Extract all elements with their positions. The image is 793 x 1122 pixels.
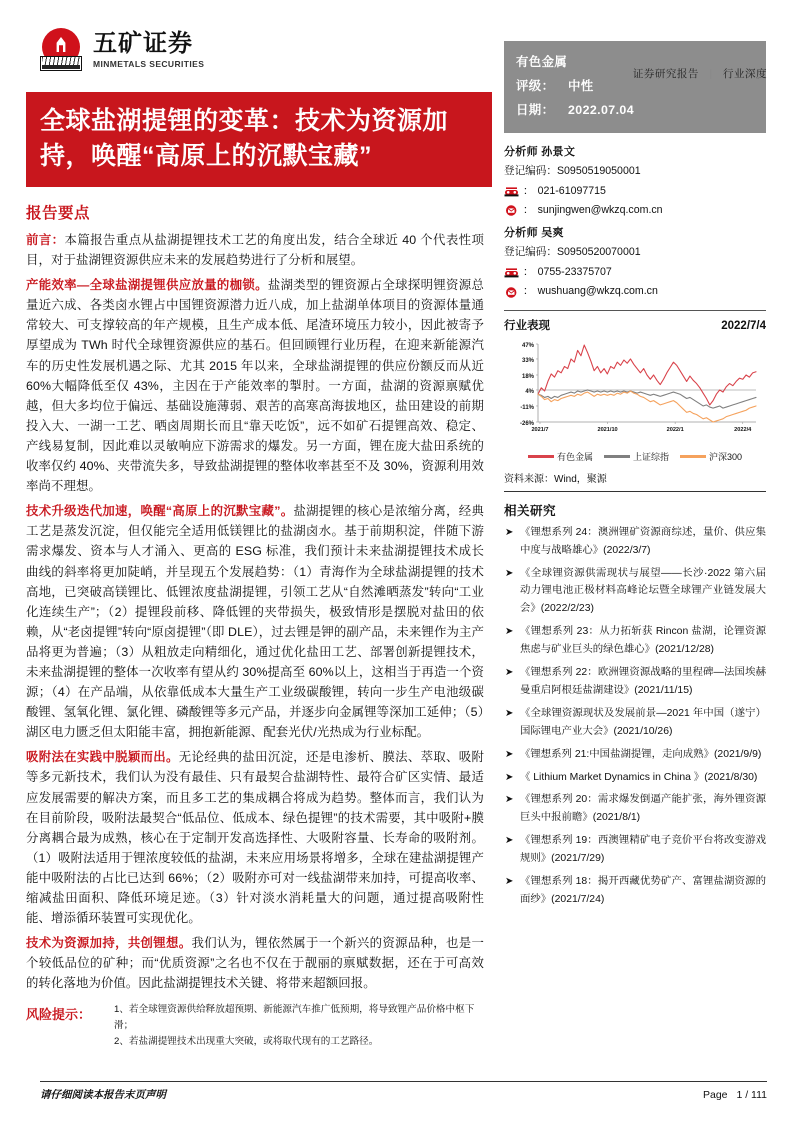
divider: [504, 310, 766, 311]
risk-disclosure: [26, 1002, 484, 1049]
date-value: 2022.07.04: [568, 103, 635, 118]
paragraph-adsorption-method: [26, 747, 484, 928]
related-item-text: 《 Lithium Market Dynamics in China 》(2021/8/30): [520, 771, 758, 783]
paragraph-body: 我们认为，锂依然属于一个新兴的资源品种，也是一个较低品位的矿种；而“优质资源”之名也不仅在于靓丽的禀赋数据，还在于可高效的转化落地为价值。因此盐湖提锂技术关键、将带来超额回报。: [26, 936, 484, 991]
analyst-phone-row: [504, 182, 766, 202]
list-item[interactable]: [504, 791, 766, 827]
brand-name-cn: 五矿证券: [93, 29, 193, 57]
sidebar: [504, 41, 766, 914]
chart-canvas: [504, 336, 762, 444]
list-item[interactable]: [504, 664, 766, 700]
paragraph-lead: 技术升级迭代加速，唤醒“高原上的沉默宝藏”。: [26, 504, 294, 519]
analyst-license: 登记编码：S0950519050001: [504, 164, 641, 177]
legend-label: 上证综指: [632, 451, 669, 462]
paragraph-body: 无论经典的盐田沉淀，还是电渗析、膜法、萃取、吸附等多元新技术，我们认为没有最佳、只有最契合盐湖特性、最符合矿区实情、最适应发展需要的解决方案，而且多工艺的集成耦合将成为趋势。整体而言，我们认为在目前阶段，吸附法最契合“低品位、低成本、绿色提锂”的技术需要，其中吸附+膜分离耦合最为成熟，核心在于定制开发高选择性、大吸附容量、长寿命的吸附剂。（1）吸附法适用于锂浓度较低的盐湖，未来应用场景将增多，全球在建盐湖提锂产能中吸附法的占比已达到 66%；（2）吸附亦可对一线盐湖带来加持，可提高收率、缩减盐田面积、降低环境足迹。（3）针对淡水消耗量大的问题，通过提高吸附性能、增添循环装置可实现优化。: [26, 750, 484, 926]
main-content: [26, 201, 492, 1050]
chevron-right-icon: ➤: [505, 526, 514, 538]
legend-swatch-1: [604, 455, 630, 458]
page-value: 1 / 111: [736, 1088, 767, 1101]
brand-name-en: MINMETALS SECURITIES: [93, 58, 205, 69]
list-item[interactable]: [504, 623, 766, 659]
analyst-email[interactable]: wushuang@wkzq.com.cn: [537, 285, 658, 298]
chevron-right-icon: ➤: [505, 748, 514, 760]
related-item-text: 《锂想系列 19：西澳锂精矿电子竞价平台将改变游戏规则》(2021/7/29): [520, 835, 766, 865]
legend-label: 沪深300: [709, 451, 743, 462]
page-label: Page: [702, 1088, 728, 1101]
analyst-phone: 021-61097715: [537, 184, 606, 197]
related-research-heading: 相关研究: [504, 503, 557, 518]
paragraph-lead: 技术为资源加持，共创锂想。: [26, 936, 192, 951]
telephone-icon: [504, 186, 519, 197]
header-tag-left: 证券研究报告: [632, 68, 699, 80]
analyst-name: 分析师 孙景文: [504, 145, 576, 158]
chevron-right-icon: ➤: [505, 707, 514, 719]
phone-separator: ：: [523, 184, 534, 197]
paragraph-lead: 产能效率—全球盐湖提锂供应放量的枷锁。: [26, 278, 268, 293]
svg-text:18%: 18%: [521, 373, 534, 380]
header-tag-separator: |: [709, 68, 713, 80]
industry-name: 有色金属: [516, 55, 568, 69]
chevron-right-icon: ➤: [505, 875, 514, 887]
phone-separator: ：: [523, 265, 534, 278]
paragraph-body: 盐湖提锂的核心是浓缩分离，经典工艺是蒸发沉淀，但仅能完全适用低镁锂比的盐湖卤水。基于前期积淀，伴随下游需求爆发、资本与人才涌入、更高的 ESG 标准，我们预计未来盐湖提锂技术成长曲线的斜率将更加陡峭，并呈现五个发展趋势：（1）青海作为全球盐湖提锂的技术高地，已突破高镁锂比、低锂浓度盐湖提锂，引领工艺从“自然滩晒蒸发”转向“工业化连续生产”；（2）提锂段前移、降低锂的夹带损失，极致情形是摆脱对盐田的依赖，从“老卤提锂”转向“原卤提锂”（即 DLE），过去锂是钾的副产品，未来锂作为主产品将更为普遍；（3）从粗放走向精细化，通过优化盐田工艺、部署创新提锂技术，未来盐湖提锂的整体一次收率有望从约 30%提高至 60%以上，这相当于再造一个资源；（4）在产品端，从依靠低成本大量生产工业级碳酸锂，转向一步生产电池级碳酸锂、氢氧化锂、氯化锂、磷酸锂等多元产品，并逐步向金属锂等深加工延伸；（5）湖区电力匮乏但太阳能丰富，拥抱新能源、配套光伏/光热成为行业标配。: [26, 504, 484, 740]
paragraph-technology-upgrade: [26, 501, 484, 742]
related-item-text: 《锂想系列 21:中国盐湖提锂，走向成熟》(2021/9/9): [520, 748, 762, 760]
analyst-phone-row: [504, 263, 766, 283]
analyst-license: 登记编码：S0950520070001: [504, 246, 641, 259]
svg-text:-26%: -26%: [519, 420, 534, 427]
related-item-text: 《锂想系列 22：欧洲锂资源战略的里程碑—法国埃赫曼重启阿根廷盐湖建设》(2021/11/15): [520, 667, 766, 696]
header-tag-right: 行业深度: [723, 68, 767, 80]
chevron-right-icon: ➤: [505, 626, 514, 638]
legend-label: 有色金属: [556, 451, 593, 462]
brand-logo: [40, 28, 204, 72]
list-item[interactable]: [504, 746, 766, 764]
list-item[interactable]: [504, 705, 766, 741]
list-item[interactable]: [504, 524, 766, 560]
legend-item: [604, 450, 669, 463]
legend-item: [680, 450, 742, 463]
footer-page-number: [703, 1089, 767, 1101]
date-label: 日期：: [516, 103, 555, 118]
analyst-card: [504, 223, 766, 302]
list-item[interactable]: [504, 873, 766, 909]
rating-label: 评级：: [516, 79, 555, 94]
rating-value: 中性: [568, 79, 594, 94]
header-tagline: [633, 66, 767, 81]
risk-item: 1、若全球锂资源供给释放超预期、新能源汽车推广低预期，将导致锂产品价格中枢下滑；: [114, 1004, 475, 1032]
chart-date: 2022/7/4: [721, 319, 766, 332]
paragraph-preface: [26, 230, 484, 270]
analyst-email-row: [504, 282, 766, 302]
related-research-list: [504, 524, 766, 909]
chart-legend: [504, 450, 766, 463]
date-row: [516, 98, 754, 122]
analyst-phone: 0755-23375707: [537, 265, 612, 278]
footer-disclaimer: 请仔细阅读本报告末页声明: [40, 1089, 166, 1101]
telephone-icon: [504, 267, 519, 278]
industry-performance-chart: [504, 317, 766, 463]
svg-text:33%: 33%: [521, 357, 534, 364]
divider: [504, 491, 766, 492]
svg-text:2021/7: 2021/7: [531, 426, 549, 433]
email-separator: ：: [523, 285, 534, 298]
svg-text:4%: 4%: [525, 388, 534, 395]
analyst-email-row: [504, 201, 766, 221]
svg-text:2021/10: 2021/10: [597, 426, 618, 433]
chevron-right-icon: ➤: [505, 835, 514, 847]
chevron-right-icon: ➤: [505, 771, 514, 783]
minmetals-logo-icon: [40, 28, 84, 72]
list-item[interactable]: [504, 565, 766, 619]
svg-text:47%: 47%: [521, 342, 534, 349]
svg-text:2022/1: 2022/1: [666, 426, 684, 433]
list-item[interactable]: [504, 832, 766, 868]
paragraph-body: 本篇报告重点从盐湖提锂技术工艺的角度出发，结合全球近 40 个代表性项目，对于盐湖锂资源供应未来的发展趋势进行了分析和展望。: [26, 233, 484, 268]
legend-swatch-0: [528, 455, 554, 458]
analyst-email[interactable]: sunjingwen@wkzq.com.cn: [537, 204, 663, 217]
analyst-card: [504, 142, 766, 221]
paragraph-lead: 前言：: [26, 233, 65, 247]
analyst-name: 分析师 吴爽: [504, 226, 564, 239]
paragraph-capacity-efficiency: [26, 275, 484, 496]
chevron-right-icon: ➤: [505, 667, 514, 679]
svg-text:2022/4: 2022/4: [734, 426, 752, 433]
chart-source: 资料来源：Wind，聚源: [504, 473, 607, 485]
email-icon: [504, 205, 519, 216]
related-item-text: 《锂想系列 18：揭开西藏优势矿产、富锂盐湖资源的面纱》(2021/7/24): [520, 875, 766, 905]
legend-swatch-2: [680, 455, 706, 458]
related-item-text: 《锂想系列 23：从力拓斩获 Rincon 盐湖，论锂资源焦虑与矿业巨头的绿色雄心》(2021/12/28): [520, 626, 766, 656]
risk-label: 风险提示：: [26, 1007, 92, 1023]
page-header: [26, 22, 767, 88]
related-item-text: 《锂想系列 20：需求爆发倒逼产能扩张，海外锂资源巨头中报前瞻》(2021/8/1): [520, 794, 766, 824]
email-separator: ：: [523, 204, 534, 217]
legend-item: [528, 450, 593, 463]
email-icon: [504, 287, 519, 298]
risk-item: 2、若盐湖提锂技术出现重大突破，或将取代现有的工艺路径。: [114, 1036, 379, 1048]
page-footer: [40, 1081, 767, 1102]
related-item-text: 《全球锂资源现状及发展前景—2021 年中国（遂宁）国际锂电产业大会》(2021/10/26): [520, 707, 766, 737]
paragraph-conclusion: [26, 933, 484, 993]
paragraph-lead: 吸附法在实践中脱颖而出。: [26, 750, 179, 765]
page-title: 全球盐湖提锂的变革：技术为资源加持，唤醒“高原上的沉默宝藏”: [26, 92, 492, 187]
related-item-text: 《锂想系列 24：澳洲锂矿资源商综述，量价、供应集中度与战略雄心》(2022/3/7): [520, 526, 766, 556]
list-item[interactable]: [504, 769, 766, 787]
chart-title: 行业表现: [504, 319, 550, 332]
chevron-right-icon: ➤: [505, 794, 514, 806]
svg-text:-11%: -11%: [520, 404, 534, 411]
section-title-key-points: 报告要点: [26, 205, 91, 222]
paragraph-body: 盐湖类型的锂资源占全球探明锂资源总量近六成、各类卤水锂占中国锂资源潜力近八成，加上盐湖单体项目的资源体量通常较大、可支撑较高的年产规模，且生产成本低、尾渣环境压力较小，因此被寄予厚望成为 TWh 时代全球锂资源供应的基石。但回顾锂行业历程，在迎来新能源汽车的历史性发展机遇之际、尤其 2015 年以来，全球盐湖提锂的供应份额反而从近 60%大幅降低至仅 43%，主因在于产能效率的掣肘。一方面，盐湖的资源禀赋优越，但大多均位于偏远、基础设施薄弱、艰苦的高寒高海拔地区，盐田建设的前期投入大、一湖一工艺、晒卤周期长而且“靠天吃饭”，远不如矿石提锂高效、稳定、产线易复制，因此难以灵敏响应下游需求的爆发。另一方面，锂在庞大盐田系统的收率仅约 40%、夹带流失多，导致盐湖提锂的整体收率甚至不及 30%，资源利用效率尚不理想。: [26, 278, 484, 494]
related-item-text: 《全球锂资源供需现状与展望——长沙·2022 第六届动力锂电池正极材料高峰论坛暨全球锂产业链发展大会》(2022/2/23): [520, 567, 766, 615]
chevron-right-icon: ➤: [505, 567, 514, 579]
